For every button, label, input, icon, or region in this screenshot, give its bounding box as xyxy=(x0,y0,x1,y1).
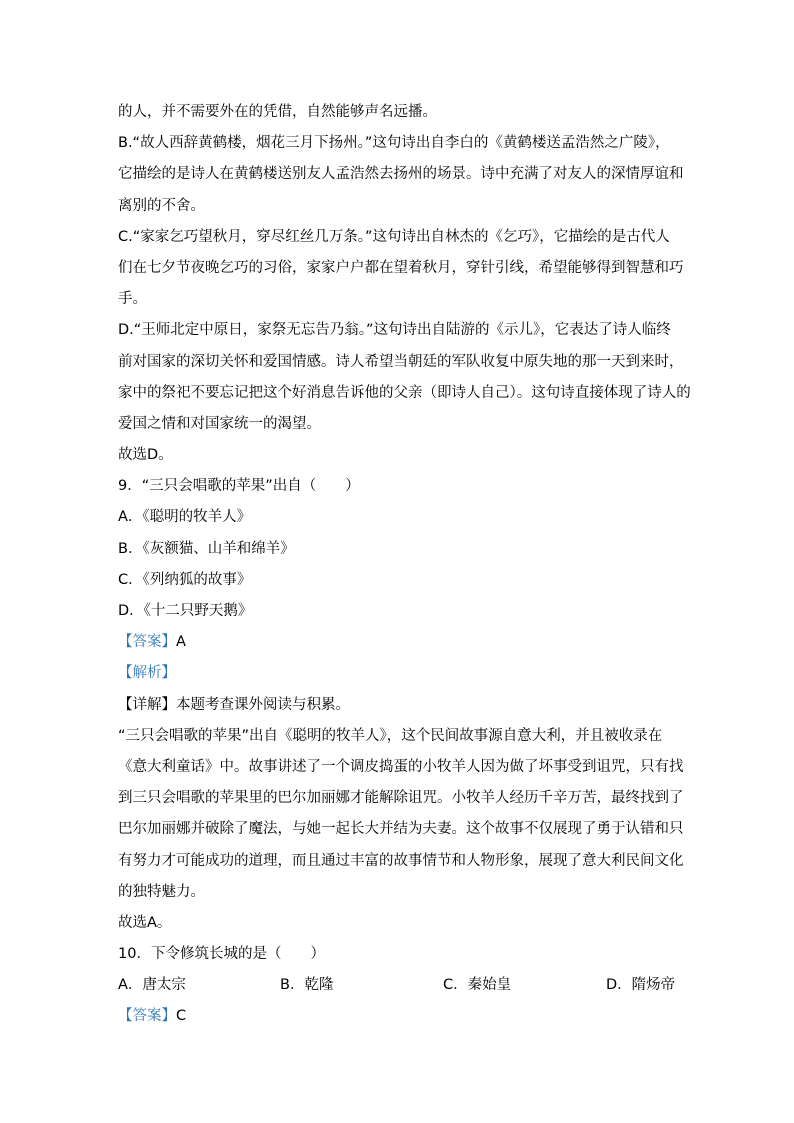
text-line: 的独特魅力。 xyxy=(118,883,205,900)
text-line: C.“家家乞巧望秋月，穿尽红丝几万条。”这句诗出自林杰的《乞巧》，它描绘的是古代人 xyxy=(118,228,670,245)
q9-answer xyxy=(118,627,688,658)
text-line: 爱国之情和对国家统一的渴望。 xyxy=(118,415,321,432)
text-line: 前对国家的深切关怀和爱国情感。诗人希望当朝廷的军队收复中原失地的那一天到来时， xyxy=(118,353,684,370)
q10-option-c: C．秦始皇 xyxy=(443,977,512,994)
detail-label: 【详解】 xyxy=(118,696,176,713)
q9-option-a: A．《聪明的牧羊人》 xyxy=(118,509,252,526)
analysis-label: 【解析】 xyxy=(118,665,176,682)
detail-text: 本题考查课外阅读与积累。 xyxy=(176,696,350,713)
text-line: 巴尔加丽娜并破除了魔法，与她一起长大并结为夫妻。这个故事不仅展现了勇于认错和只 xyxy=(118,821,684,838)
q9-option-b: B．《灰额猫、山羊和绵羊》 xyxy=(118,540,295,557)
question-9: 9．“三只会唱歌的苹果”出自（ ） xyxy=(118,478,360,495)
answer-label: 【答案】 xyxy=(118,634,176,651)
text-line: “三只会唱歌的苹果”出自《聪明的牧羊人》，这个民间故事源自意大利，并且被收录在 xyxy=(118,727,663,744)
question-10: 10．下令修筑长城的是（ ） xyxy=(118,946,325,963)
answer-value: C xyxy=(176,1008,187,1025)
text-line: 它描绘的是诗人在黄鹤楼送别友人孟浩然去扬州的场景。诗中充满了对友人的深情厚谊和 xyxy=(118,166,684,183)
q9-option-d: D．《十二只野天鹅》 xyxy=(118,603,253,619)
text-line: 离别的不舍。 xyxy=(118,197,205,214)
text-line: 到三只会唱歌的苹果里的巴尔加丽娜才能解除诅咒。小牧羊人经历千辛万苦，最终找到了 xyxy=(118,790,684,807)
q10-option-a: A．唐太宗 xyxy=(118,977,186,994)
text-line: B.“故人西辞黄鹤楼，烟花三月下扬州。”这句诗出自李白的《黄鹤楼送孟浩然之广陵》， xyxy=(118,135,670,152)
text-line: 《意大利童话》中。故事讲述了一个调皮捣蛋的小牧羊人因为做了坏事受到诅咒，只有找 xyxy=(118,758,684,775)
q9-detail xyxy=(118,690,688,721)
q10-options xyxy=(118,970,688,1001)
q9-option-c: C．《列纳狐的故事》 xyxy=(118,571,252,588)
text-line: 有努力才可能成功的道理，而且通过丰富的故事情节和人物形象，展现了意大利民间文化 xyxy=(118,852,684,869)
answer-value: A xyxy=(176,634,186,651)
q10-option-d: D．隋炀帝 xyxy=(606,977,676,994)
text-line: 手。 xyxy=(118,291,147,308)
text-line: 的人，并不需要外在的凭借，自然能够声名远播。 xyxy=(118,104,437,120)
conclusion-q9: 故选A。 xyxy=(118,914,172,931)
conclusion-q8: 故选D。 xyxy=(118,447,173,464)
text-line: 们在七夕节夜晚乞巧的习俗，家家户户都在望着秋月，穿针引线，希望能够得到智慧和巧 xyxy=(118,259,684,276)
answer-label: 【答案】 xyxy=(118,1008,176,1025)
text-line: D.“王师北定中原日，家祭无忘告乃翁。”这句诗出自陆游的《示儿》，它表达了诗人临终 xyxy=(118,322,671,339)
document-page xyxy=(118,97,691,1033)
q10-option-b: B．乾隆 xyxy=(280,977,334,994)
q10-answer xyxy=(118,1001,688,1032)
text-line: 家中的祭祀不要忘记把这个好消息告诉他的父亲（即诗人自己）。这句诗直接体现了诗人的 xyxy=(118,384,691,401)
